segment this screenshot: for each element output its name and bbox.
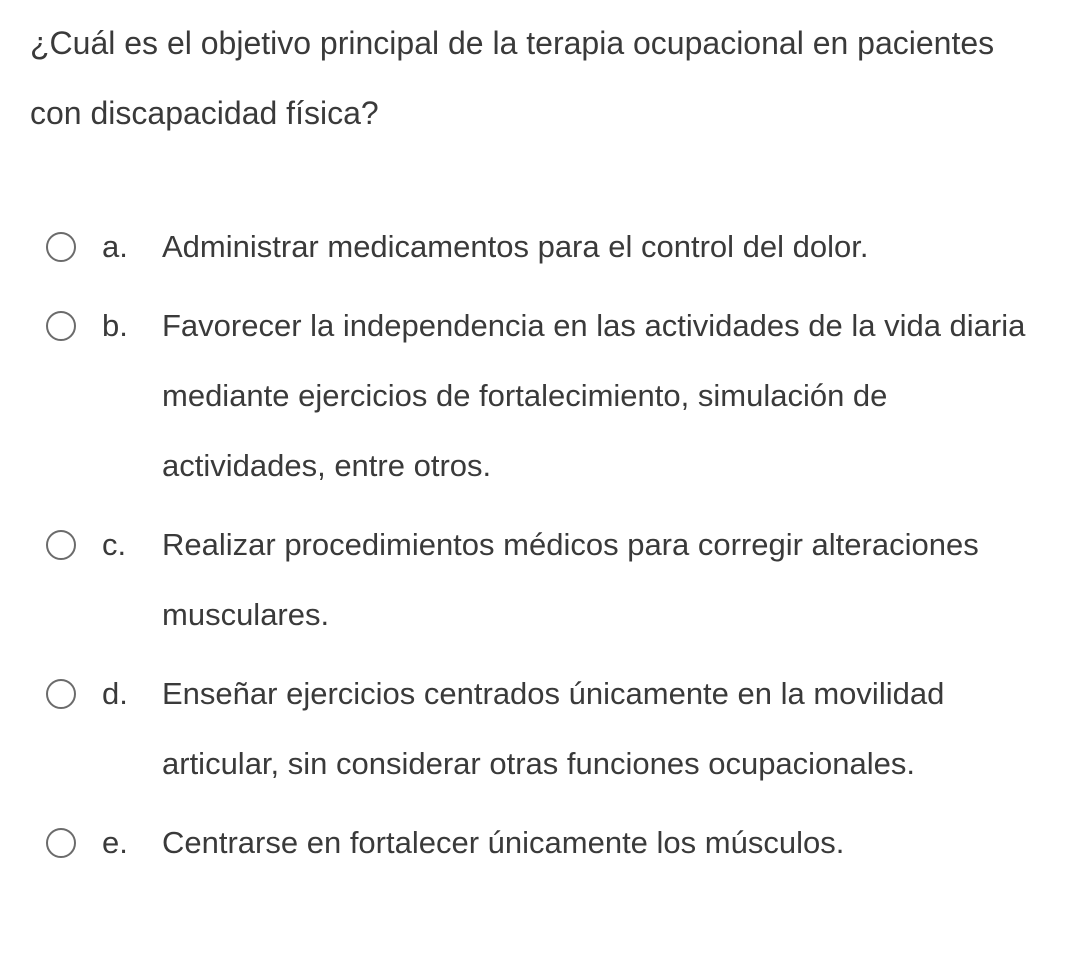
option-letter-a: a. [102, 229, 128, 264]
radio-button-e[interactable] [46, 828, 76, 858]
option-letter-d: d. [102, 676, 128, 711]
radio-button-a[interactable] [46, 232, 76, 262]
answer-options [0, 212, 1067, 887]
option-text-b: Favorecer la independencia en las actividades de la vida diaria mediante ejercicios de fortalecimiento, simulación de actividades, entre otros. [162, 308, 1026, 483]
option-letter-c: c. [102, 527, 127, 562]
option-d[interactable] [0, 659, 1067, 799]
question-text: ¿Cuál es el objetivo principal de la terapia ocupacional en pacientes con discapacidad física? [30, 25, 995, 131]
option-text-d: Enseñar ejercicios centrados únicamente en la movilidad articular, sin considerar otras funciones ocupacionales. [162, 676, 945, 781]
radio-button-c[interactable] [46, 530, 76, 560]
option-c[interactable] [0, 510, 1067, 650]
radio-button-d[interactable] [46, 679, 76, 709]
option-letter-e: e. [102, 825, 128, 860]
option-letter-b: b. [102, 308, 128, 343]
option-text-e: Centrarse en fortalecer únicamente los músculos. [162, 825, 845, 860]
option-text-c: Realizar procedimientos médicos para corregir alteraciones musculares. [162, 527, 979, 632]
option-text-a: Administrar medicamentos para el control del dolor. [162, 229, 869, 264]
radio-button-b[interactable] [46, 311, 76, 341]
option-b[interactable] [0, 291, 1067, 501]
option-a[interactable] [0, 212, 1067, 282]
option-e[interactable] [0, 808, 1067, 878]
